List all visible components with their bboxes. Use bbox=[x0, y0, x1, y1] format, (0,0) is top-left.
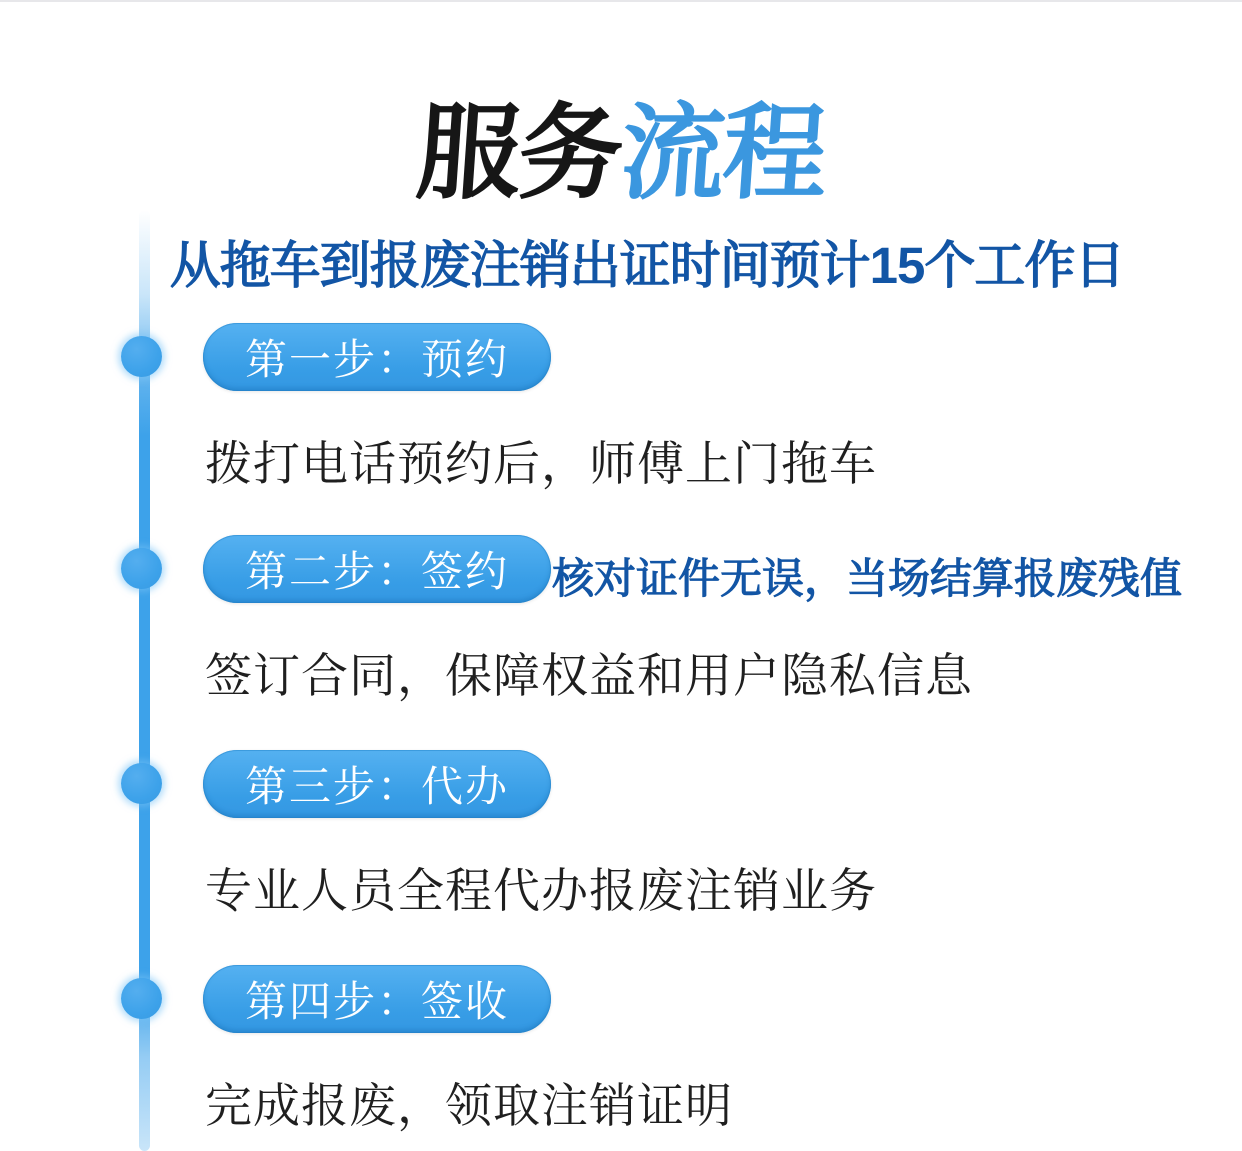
step-badge: 第三步：代办 bbox=[203, 750, 551, 818]
timeline-dot-icon bbox=[121, 763, 162, 804]
timeline-dot-icon bbox=[121, 336, 162, 377]
subtitle: 从拖车到报废注销出证时间预计15个工作日 bbox=[169, 237, 1125, 294]
step-badge: 第一步：预约 bbox=[203, 323, 551, 391]
step-description: 完成报废，领取注销证明 bbox=[205, 1079, 733, 1132]
step-item-3 bbox=[0, 750, 1242, 950]
timeline-dot-icon bbox=[121, 548, 162, 589]
step-item-1 bbox=[0, 323, 1242, 523]
step-item-2 bbox=[0, 535, 1242, 735]
title-part-blue: 流程 bbox=[616, 96, 830, 212]
step-description: 拨打电话预约后，师傅上门拖车 bbox=[205, 437, 877, 490]
title-part-black: 服务 bbox=[412, 96, 626, 212]
step-item-4 bbox=[0, 965, 1242, 1151]
page-title bbox=[0, 96, 1242, 212]
top-border-line bbox=[0, 0, 1242, 2]
step-description: 签订合同，保障权益和用户隐私信息 bbox=[205, 649, 973, 702]
step-note: 核对证件无误，当场结算报废残值 bbox=[552, 555, 1183, 602]
timeline-dot-icon bbox=[121, 978, 162, 1019]
step-description: 专业人员全程代办报废注销业务 bbox=[205, 864, 877, 917]
step-badge: 第四步：签收 bbox=[203, 965, 551, 1033]
step-badge: 第二步：签约 bbox=[203, 535, 551, 603]
